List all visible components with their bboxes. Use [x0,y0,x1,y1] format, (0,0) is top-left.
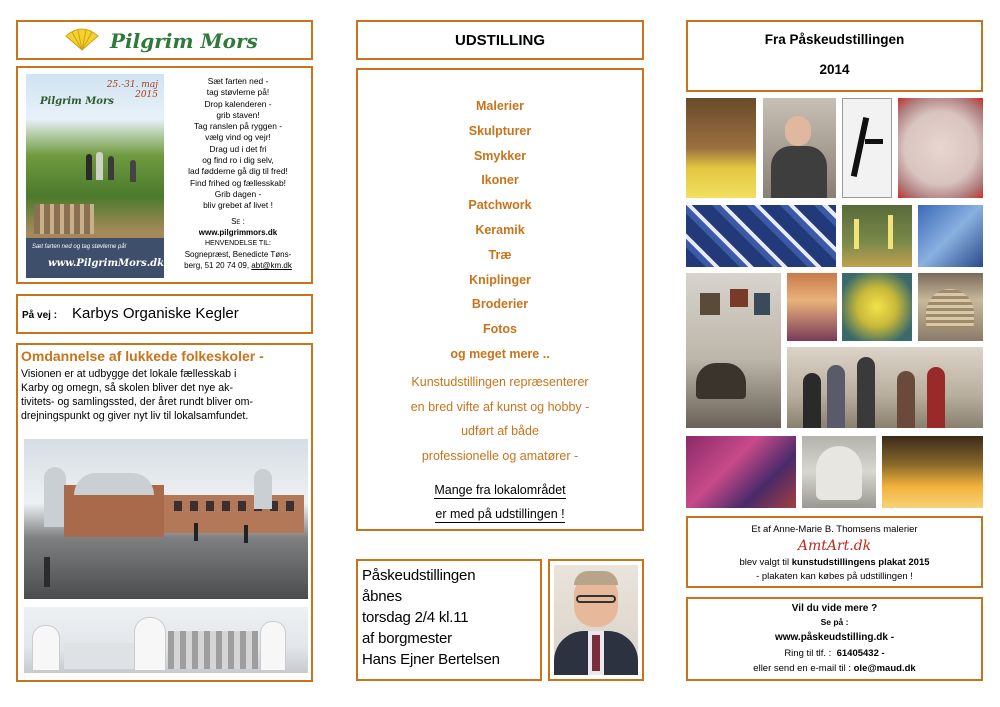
udstilling-item: Smykker [473,148,527,163]
udstilling-description-line: en bred vifte af kunst og hobby - [410,399,590,414]
opening-line: Hans Ejner Bertelsen [362,651,500,668]
photo-man-speaking [763,98,836,198]
poster-posts [34,204,94,234]
udstilling-item: Fotos [482,322,518,337]
paavej-box [16,294,313,334]
contact-label: HENVENDELSE TIL: [204,240,271,247]
pilgrim-info-box [16,66,313,284]
poem-line: lad fødderne gå dig til fred! [188,166,288,177]
mayor-photo-box [548,559,644,681]
school-rendering-image [24,439,308,599]
shell-logo-icon [64,28,100,52]
opening-text-box [356,559,542,681]
poem-line: Drop kalenderen - [204,98,272,109]
photo-knitted-hats [686,436,796,508]
udstilling-item: Broderier [471,297,529,312]
poem-line: bliv grebet af livet ! [203,200,273,211]
udstilling-items [358,94,642,367]
photo-marilyn-painting [787,273,837,341]
poster-dates: 25.-31. maj 2015 [106,80,158,100]
poster-footer [26,238,164,278]
contact-line2: berg, 51 20 74 09, abt@km.dk [184,261,292,270]
opening-line: torsdag 2/4 kl.11 [362,609,469,626]
pilgrim-poem [168,76,308,212]
photo-lace-blue [686,205,836,267]
school-text-line: Visionen er at udbygge det lokale fællesskab i [21,368,237,380]
school-rendering-image-2 [24,607,308,673]
udstilling-item: Keramik [475,222,525,237]
opening-line: Påskeudstillingen [362,567,476,584]
photo-stained-glass [918,205,983,267]
info-email-line: eller send en e-mail til : ole@maud.dk [753,663,916,674]
poster-slogan: Sæt farten ned og tag støvlerne på! [32,244,127,250]
opening-line: af borgmester [362,630,452,647]
opening-text [362,565,500,670]
udstilling-description-line: professionelle og amatører - [421,448,579,463]
school-text-line: tivitets- og samlingssted, der året rundt bliver om- [21,396,253,408]
udstilling-item: Ikoner [481,173,519,188]
photo-wicker-bowl [918,273,983,341]
paavej-title: Karbys Organiske Kegler [72,305,239,322]
poster-info-box [686,516,983,588]
poster-url: www.PilgrimMors.dk [48,258,164,269]
udstilling-local-line: Mange fra lokalområdet [434,483,566,497]
udstilling-description-line: Kunstudstillingen repræsenterer [411,375,589,389]
poem-line: Drag ud i det fri [209,143,267,154]
udstilling-description-line: udført af både [461,424,539,438]
paavej-label: På vej : [22,310,58,321]
school-heading: Omdannelse af lukkede folkeskoler - [21,348,264,364]
info-phone-line: Ring til tlf. : 61405432 - [784,648,885,659]
opening-line: åbnes [362,588,402,605]
school-text-line: Karby og omegn, så skolen bliver det nye ak- [21,382,233,394]
fra-title-line1: Fra Påskeudstillingen [764,32,905,47]
amtart-logo: AmtArt.dk [797,538,872,554]
photo-gallery-room [686,273,781,428]
contact-line1: Sognepræst, Benedicte Tøns- [184,250,292,259]
poem-line: Sæt farten ned - [207,76,269,86]
photo-visitors [787,347,983,428]
pilgrim-logo-text: Pilgrim Mors [110,29,258,53]
poem-line: Tag ranslen på ryggen - [194,121,282,132]
se-label: Se : [231,217,245,226]
info-email[interactable]: ole@maud.dk [853,663,916,674]
udstilling-item: Træ [488,247,512,262]
udstilling-title-box [356,20,644,60]
poem-line: og find ro i dig selv, [202,155,274,166]
photo-calligraphy [842,98,892,198]
photo-yellow-jars [882,436,983,508]
pilgrim-logo-box [16,20,313,60]
mayor-portrait [554,565,638,675]
udstilling-description [358,370,642,468]
poem-line: grib staven! [216,109,260,120]
pilgrim-poster [26,74,164,278]
contact-info-box [686,597,983,681]
poem-line: tag støvlerne på! [206,87,270,98]
contact-email-link[interactable]: abt@km.dk [251,261,292,270]
udstilling-item: Skulpturer [468,123,532,138]
udstilling-local [358,478,642,526]
poster-chosen-line: blev valgt til kunstudstillingens plakat 2015 [739,557,930,568]
poem-line: vælg vind og vejr! [205,132,271,143]
udstilling-item: og meget mere .. [450,346,550,361]
poster-logo-text: Pilgrim Mors [40,96,114,107]
photo-ceramic-flowers [842,273,912,341]
school-box [16,343,313,682]
fra-title-box [686,20,983,92]
fra-title-line2: 2014 [819,62,850,77]
udstilling-item: Kniplinger [469,272,531,287]
info-title: Vil du vide mere ? [791,603,878,614]
school-text [21,367,253,423]
poster-buy-line: - plakaten kan købes på udstillingen ! [756,571,913,582]
info-se: Se på : [820,617,849,627]
udstilling-item: Patchwork [468,198,532,213]
photo-candles [842,205,912,267]
poster-intro: Et af Anne-Marie B. Thomsens malerier [751,524,918,535]
school-text-line: drejningspunkt og giver nyt liv til lokalsamfundet. [21,410,249,422]
photo-flowers-basket [686,98,756,198]
poem-line: Grib dagen - [214,188,262,199]
pilgrim-url[interactable]: www.pilgrimmors.dk [198,228,278,237]
udstilling-item: Malerier [476,99,524,113]
photo-carved-leaf [802,436,876,508]
info-phone[interactable]: 61405432 - [836,648,885,659]
udstilling-list-box [356,68,644,531]
photo-painted-plate [898,98,983,198]
info-url[interactable]: www.påskeudstilling.dk - [774,632,895,643]
udstilling-title: UDSTILLING [455,32,545,49]
poster-chosen-bold: kunstudstillingens plakat 2015 [791,557,930,568]
udstilling-local-line: er med på udstillingen ! [435,507,565,521]
poem-line: Find frihed og fællesskab! [190,177,286,188]
